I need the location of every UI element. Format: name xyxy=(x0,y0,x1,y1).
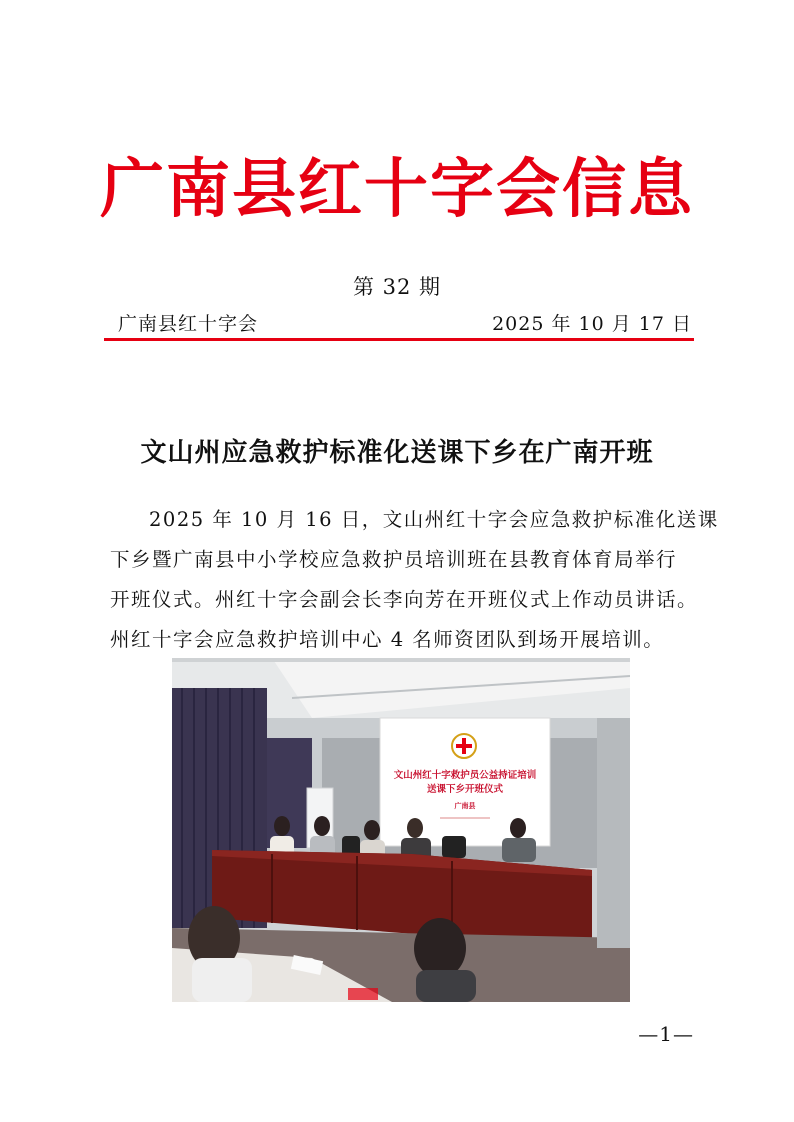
header-divider xyxy=(104,338,694,341)
issuing-organization: 广南县红十字会 xyxy=(118,313,259,335)
body-line: 开班仪式。州红十字会副会长李向芳在开班仪式上作动员讲话。 xyxy=(110,588,699,611)
event-photo xyxy=(172,658,630,1002)
body-line: 下乡暨广南县中小学校应急救护员培训班在县教育体育局举行 xyxy=(110,548,678,571)
screen-title-line-1: 文山州红十字救护员公益持证培训 xyxy=(393,770,537,781)
issue-number: 第 32 期 xyxy=(352,275,442,299)
masthead-title: 广南县红十字会信息 xyxy=(100,152,694,227)
body-line: 2025 年 10 月 16 日，文山州红十字会应急救护标准化送课 xyxy=(149,508,719,531)
article-headline: 文山州应急救护标准化送课下乡在广南开班 xyxy=(140,438,654,468)
screen-subtitle: 广南县 xyxy=(454,802,476,810)
issue-date: 2025 年 10 月 17 日 xyxy=(492,313,692,335)
page-number: —1— xyxy=(638,1022,694,1046)
body-line: 州红十字会应急救护培训中心 4 名师资团队到场开展培训。 xyxy=(110,628,665,651)
screen-title-line-2: 送课下乡开班仪式 xyxy=(426,784,504,795)
article-body xyxy=(110,500,719,660)
